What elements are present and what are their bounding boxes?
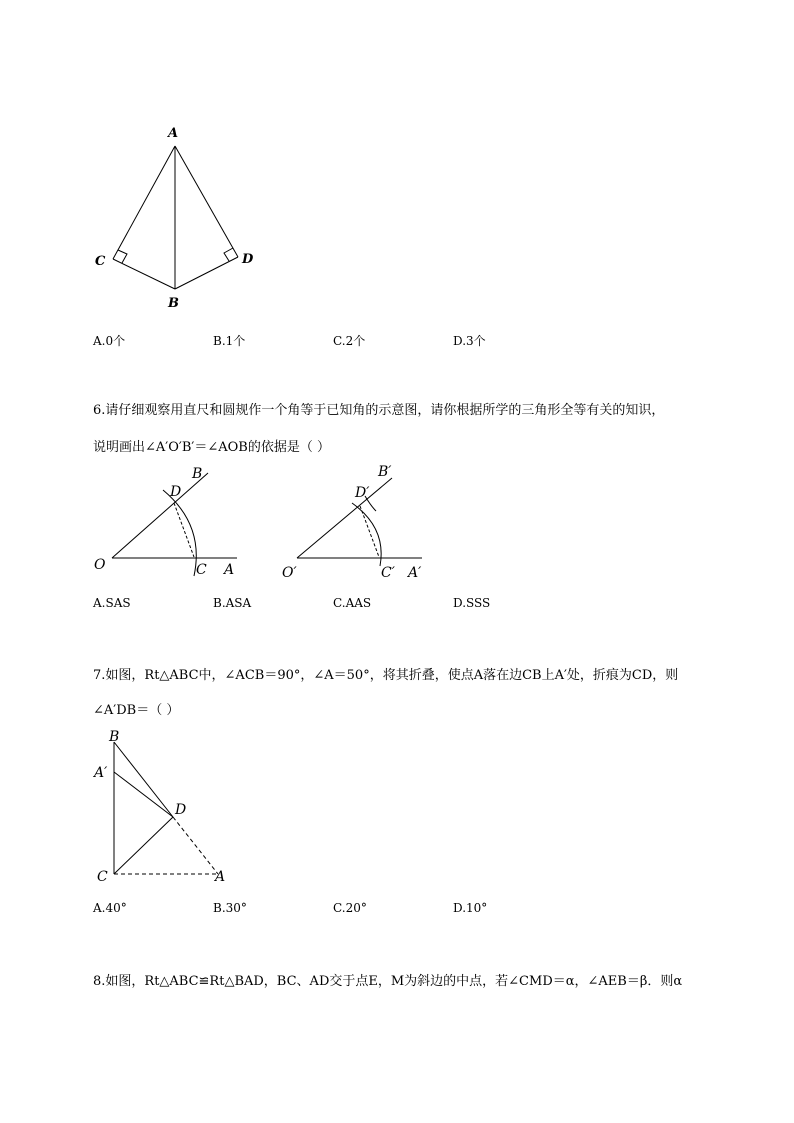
q6-stem-line1: 6.请仔细观察用直尺和圆规作一个角等于已知角的示意图，请你根据所学的三角形全等有关的知识， (93, 403, 665, 418)
label-a-right: A′ (408, 565, 422, 581)
segment-cd (114, 817, 173, 874)
q5-option-a: A.0个 (93, 334, 126, 348)
segment-bd (114, 742, 173, 817)
q7-option-d: D.10° (453, 901, 488, 915)
point-c-label: C (95, 254, 106, 269)
label-d-right: D′ (355, 485, 370, 501)
label-o-right: O′ (282, 565, 297, 581)
label-c-right: C′ (381, 565, 395, 581)
q6-stem-line2: 说明画出∠A′O′B′＝∠AOB的依据是（ ） (93, 440, 330, 455)
label-o-left: O (94, 557, 106, 573)
q6-option-d: D.SSS (453, 596, 491, 610)
label-a-left: A (224, 562, 235, 578)
point-a-label: A (168, 126, 179, 141)
point-d-label: D (242, 252, 254, 267)
q7-stem-line1: 7.如图，Rt△ABC中，∠ACB＝90°，∠A＝50°，将其折叠，使点A落在边CB上A′处，折痕为CD，则 (93, 668, 679, 683)
q6-option-a: A.SAS (93, 596, 131, 610)
label-a: A (215, 869, 226, 885)
q5-option-d: D.3个 (453, 334, 486, 348)
q7-option-c: C.20° (333, 901, 367, 915)
q7-option-a: A.40° (93, 901, 127, 915)
q6-option-c: C.AAS (333, 596, 372, 610)
q8-stem-line1: 8.如图，Rt△ABC≌Rt△BAD，BC、AD交于点E，M为斜边的中点，若∠CMD＝α，∠AEB＝β．则α (93, 974, 683, 989)
q6-option-b: B.ASA (213, 596, 252, 610)
label-d: D (175, 802, 187, 818)
point-b-label: B (168, 296, 179, 311)
dashed-da (173, 817, 218, 874)
q7-stem-line2: ∠A′DB＝（ ） (93, 703, 180, 718)
label-a-prime: A′ (94, 765, 108, 781)
q5-option-b: B.1个 (213, 334, 246, 348)
label-b: B (109, 729, 120, 745)
label-c-left: C (196, 562, 207, 578)
q7-option-b: B.30° (213, 901, 247, 915)
label-b-right: B′ (378, 464, 392, 480)
label-d-left: D (170, 484, 182, 500)
label-b-left: B (192, 466, 203, 482)
label-c: C (97, 869, 108, 885)
q5-option-c: C.2个 (333, 334, 366, 348)
